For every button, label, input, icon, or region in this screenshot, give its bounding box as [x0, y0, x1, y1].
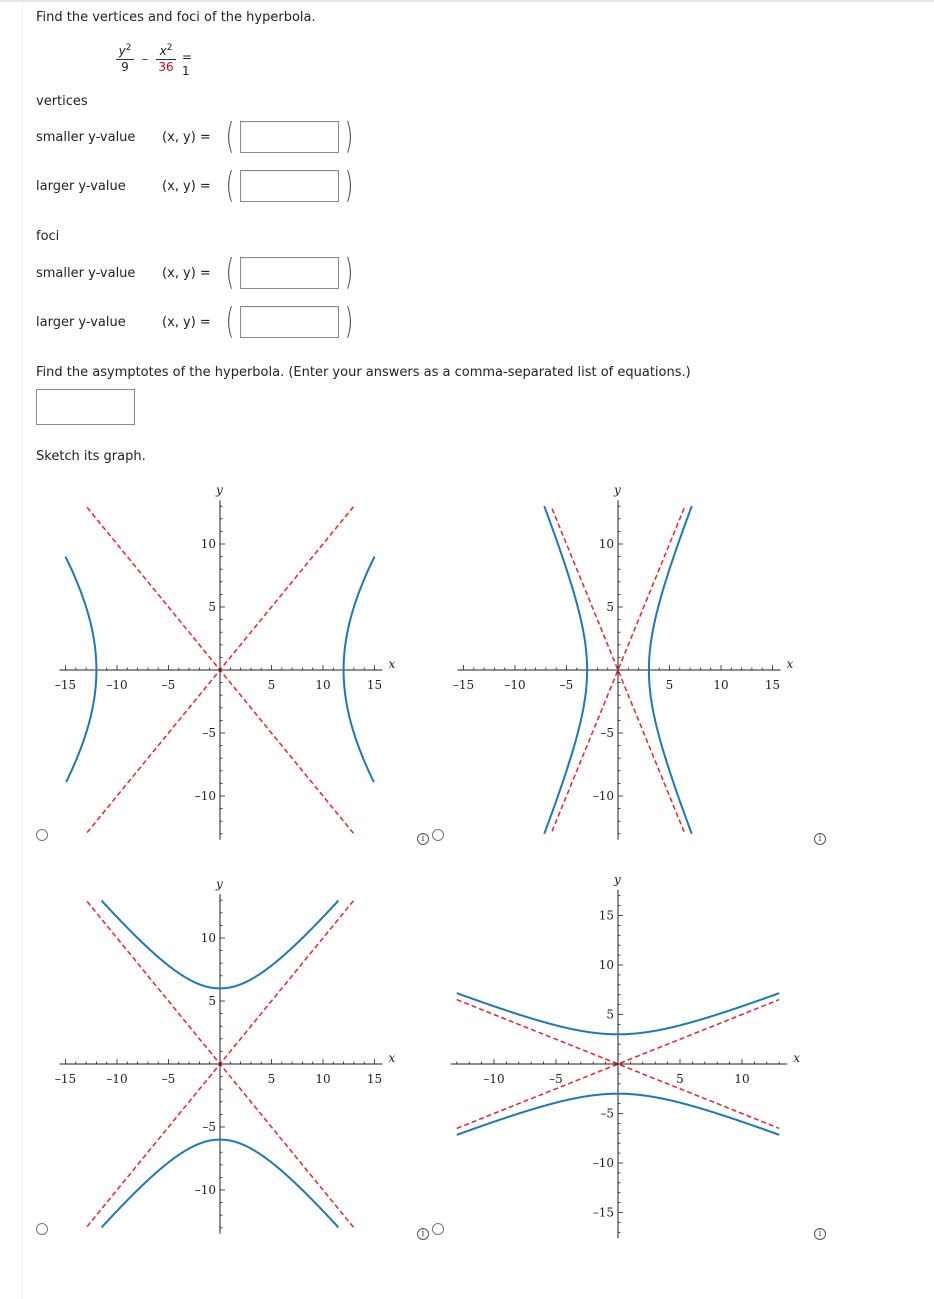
term1-denominator: 9	[121, 60, 129, 74]
asymptotes-prompt: Find the asymptotes of the hyperbola. (Enter your answers as a comma-separated list of equations.)	[36, 365, 691, 380]
x-tick-label: 15	[366, 678, 383, 692]
x-tick-label: 5	[267, 1072, 276, 1086]
term2-denominator: 36	[158, 60, 174, 74]
y-tick-label: 10	[598, 958, 614, 972]
y-axis-label: y	[216, 483, 223, 498]
x-tick-label: –15	[54, 1072, 77, 1086]
y-tick-label: –5	[600, 726, 614, 740]
x-axis-label: x	[786, 657, 794, 671]
graph-option-b	[450, 478, 820, 843]
graph-option-b-info-icon[interactable]: i	[814, 833, 826, 845]
vertex-smaller-label: smaller y-value	[36, 130, 136, 145]
y-tick-label: 5	[208, 994, 216, 1008]
x-axis-label: x	[388, 657, 396, 671]
x-tick-label: –5	[559, 678, 574, 692]
asymptotes-input[interactable]	[36, 389, 135, 425]
y-axis-label: y	[216, 877, 223, 892]
y-tick-label: 10	[200, 931, 216, 945]
y-tick-label: 15	[598, 908, 614, 923]
vertex-smaller-close-paren: )	[344, 116, 354, 157]
graph-option-c	[50, 872, 420, 1242]
focus-smaller-label: smaller y-value	[36, 266, 136, 281]
term1-numerator: y	[118, 44, 126, 58]
hyperbola-branch-2	[66, 557, 97, 783]
x-tick-label: 5	[676, 1072, 684, 1086]
graph-option-b-radio[interactable]	[432, 829, 444, 841]
y-tick-label: –10	[592, 1156, 614, 1170]
y-tick-label: 5	[606, 1007, 614, 1022]
y-tick-label: –10	[592, 789, 614, 803]
x-tick-label: –5	[161, 678, 176, 692]
graph-option-c-radio[interactable]	[36, 1223, 48, 1235]
focus-smaller-open-paren: (	[225, 252, 235, 293]
foci-heading: foci	[36, 229, 60, 244]
top-border	[0, 0, 934, 2]
x-tick-label: 15	[366, 1072, 383, 1086]
equation-term1	[116, 42, 134, 74]
question-prompt: Find the vertices and foci of the hyperbola.	[36, 10, 316, 25]
focus-smaller-close-paren: )	[344, 252, 354, 293]
vertex-larger-xy-label: (x, y) =	[162, 179, 211, 194]
vertex-larger-open-paren: (	[225, 165, 235, 206]
hyperbola-branch-1	[344, 557, 375, 783]
x-tick-label: 10	[713, 678, 729, 692]
x-axis-label: x	[793, 1051, 800, 1065]
equation-rhs: = 1	[182, 50, 193, 78]
x-tick-label: 5	[665, 678, 674, 692]
x-tick-label: –15	[54, 678, 77, 692]
vertex-larger-input[interactable]	[240, 170, 339, 202]
y-tick-label: –5	[202, 726, 216, 740]
graph-option-a-info-icon[interactable]: i	[417, 833, 429, 845]
y-tick-label: 10	[200, 537, 216, 551]
graph-option-a-radio[interactable]	[36, 829, 48, 841]
graph-option-d-radio[interactable]	[432, 1223, 444, 1235]
left-border	[22, 2, 23, 1299]
vertex-smaller-input[interactable]	[240, 121, 339, 153]
vertex-smaller-xy-label: (x, y) =	[162, 130, 211, 145]
x-axis-label: x	[388, 1051, 396, 1065]
y-tick-label: –10	[194, 789, 216, 803]
x-tick-label: 10	[734, 1072, 750, 1086]
vertex-smaller-open-paren: (	[225, 116, 235, 157]
focus-smaller-input[interactable]	[240, 257, 339, 289]
focus-larger-input[interactable]	[240, 306, 339, 338]
y-tick-label: 10	[598, 537, 614, 551]
x-tick-label: –15	[452, 678, 475, 692]
graph-option-d	[450, 872, 820, 1242]
focus-larger-close-paren: )	[344, 301, 354, 342]
focus-larger-open-paren: (	[225, 301, 235, 342]
focus-larger-xy-label: (x, y) =	[162, 315, 211, 330]
x-tick-label: –10	[504, 678, 526, 692]
sketch-prompt: Sketch its graph.	[36, 449, 146, 464]
x-tick-label: 15	[764, 678, 781, 692]
graph-option-a	[50, 478, 420, 843]
equation-minus: –	[142, 52, 148, 66]
x-tick-label: 10	[315, 678, 331, 692]
x-tick-label: 10	[315, 1072, 331, 1086]
x-tick-label: 5	[267, 678, 276, 692]
x-tick-label: –10	[106, 678, 128, 692]
vertex-larger-label: larger y-value	[36, 179, 126, 194]
term2-exponent: 2	[166, 43, 173, 53]
y-tick-label: –15	[592, 1205, 614, 1220]
x-tick-label: –10	[483, 1072, 505, 1086]
equation-term2	[156, 42, 176, 74]
focus-larger-label: larger y-value	[36, 315, 126, 330]
y-tick-label: –5	[600, 1106, 614, 1121]
term1-exponent: 2	[125, 43, 132, 53]
x-tick-label: –5	[161, 1072, 176, 1086]
y-tick-label: 5	[208, 600, 216, 614]
y-tick-label: 5	[606, 600, 614, 614]
y-axis-label: y	[614, 872, 621, 887]
x-tick-label: –5	[549, 1072, 563, 1086]
graph-option-c-info-icon[interactable]: i	[417, 1228, 429, 1240]
y-tick-label: –5	[202, 1120, 216, 1134]
vertex-larger-close-paren: )	[344, 165, 354, 206]
focus-smaller-xy-label: (x, y) =	[162, 266, 211, 281]
vertices-heading: vertices	[36, 94, 88, 109]
y-tick-label: –10	[194, 1183, 216, 1197]
x-tick-label: –10	[106, 1072, 128, 1086]
y-axis-label: y	[614, 483, 621, 498]
graph-option-d-info-icon[interactable]: i	[814, 1228, 826, 1240]
term2-numerator: x	[159, 44, 167, 58]
